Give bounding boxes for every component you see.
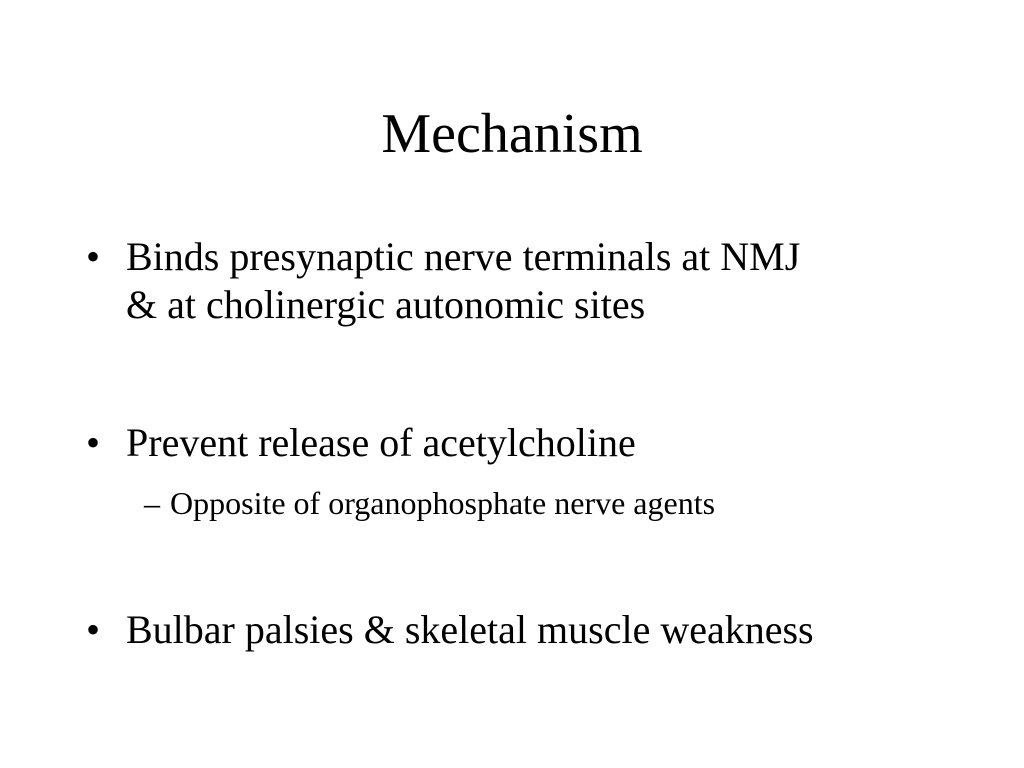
bullet-item (86, 606, 946, 654)
sub-bullet-text: Opposite of organophosphate nerve agents (170, 485, 716, 521)
bullet-item (86, 419, 946, 467)
bullet-text: Bulbar palsies & skeletal muscle weakness (126, 607, 814, 652)
bullet-marker: • (86, 420, 101, 465)
bullet-marker: • (86, 607, 101, 652)
bullet-marker: • (86, 234, 101, 279)
sub-bullet-marker: – (144, 485, 160, 521)
slide-title: Mechanism (381, 103, 643, 165)
bullet-text: Binds presynaptic nerve terminals at NMJ & at cholinergic autonomic sites (126, 234, 801, 327)
bullet-item (86, 233, 946, 329)
sub-bullet-item (144, 483, 944, 523)
bullet-text: Prevent release of acetylcholine (126, 420, 636, 465)
